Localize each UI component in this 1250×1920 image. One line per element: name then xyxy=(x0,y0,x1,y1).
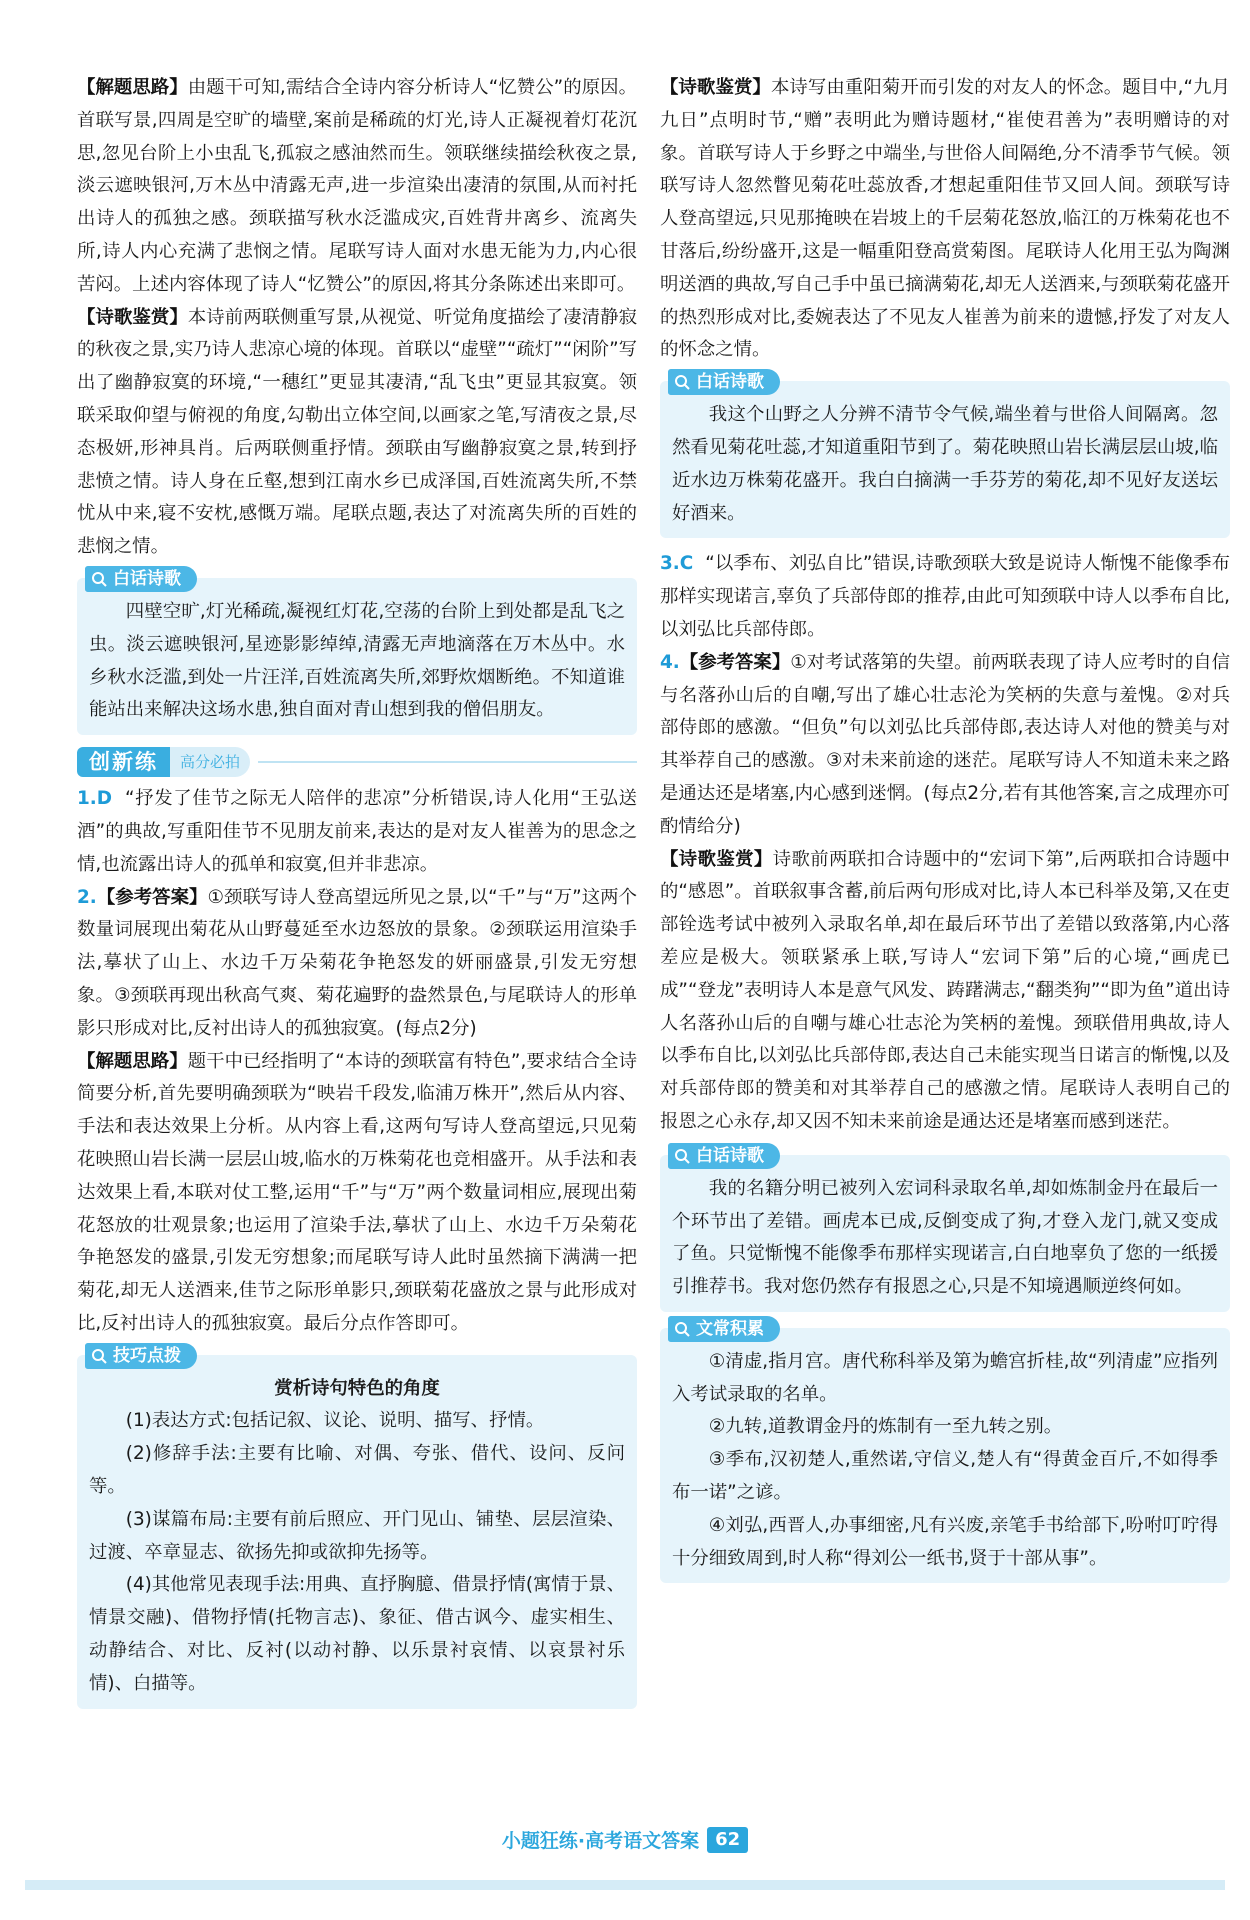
vernacular-poem-box-3 xyxy=(660,1145,1230,1312)
tips-item: (3)谋篇布局:主要有前后照应、开门见山、铺垫、层层渲染、过渡、卒章显志、欲扬先抑或欲抑先扬等。 xyxy=(89,1508,625,1563)
tag-label: 【解题思路】 xyxy=(77,1050,188,1072)
paragraph-text: 本诗前两联侧重写景,从视觉、听觉角度描绘了凄清静寂的秋夜之景,实乃诗人悲凉心境的体现。首联以“虚壁”“疏灯”“闲阶”写出了幽静寂寞的环境,“一穗红”更显其凄清,“乱飞虫”更显其寂寞。领联采取仰望与俯视的角度,勾勒出立体空间,以画家之笔,写清夜之景,尽态极妍,形神具肖。后两联侧重抒情。颈联由写幽静寂寞之景,转到抒悲愤之情。诗人身在丘壑,想到江南水乡已成泽国,百姓流离失所,不禁忧从中来,寝不安枕,感慨万端。尾联点题,表达了对流离失所的百姓的悲悯之情。 xyxy=(77,306,637,558)
box-title: 白话诗歌 xyxy=(696,372,764,393)
tips-heading: 赏析诗句特色的角度 xyxy=(274,1377,440,1399)
search-icon xyxy=(674,374,690,390)
bottom-bar xyxy=(25,1880,1225,1890)
search-icon xyxy=(91,1348,107,1364)
vernacular-poem-box-2 xyxy=(660,372,1230,538)
box-title-badge xyxy=(668,1143,780,1169)
box-title: 文常积累 xyxy=(696,1318,764,1339)
knowledge-item: ④刘弘,西晋人,办事细密,凡有兴废,亲笔手书给部下,吩咐叮咛得十分细致周到,时人称“得刘公一纸书,贤于十部从事”。 xyxy=(672,1514,1218,1569)
question-number: 3. xyxy=(660,553,680,575)
box-title-badge xyxy=(85,1343,197,1369)
box-title: 白话诗歌 xyxy=(696,1145,764,1166)
knowledge-item: ①清虚,指月宫。唐代称科举及第为蟾宫折桂,故“列清虚”应指列入考试录取的名单。 xyxy=(672,1350,1218,1405)
tag-label: 【解题思路】 xyxy=(77,77,188,98)
paragraph-text: 诗歌前两联扣合诗题中的“宏词下第”,后两联扣合诗题中的“感恩”。首联叙事含蓄,前后两句形成对比,诗人本已科举及第,又在吏部铨选考试中被列入录取名单,却在最后环节出了差错以致落第,内心落差应是极大。领联紧承上联,写诗人“宏词下第”后的心境,“画虎已成”“登龙”表明诗人本是意气风发、踌躇满志,“翻类狗”“即为鱼”道出诗人名落孙山后的自嘲与雄心壮志沦为笑柄的羞愧。颈联借用典故,诗人以季布自比,以刘弘比兵部侍郎,表达自己未能实现当日诺言的惭愧,以及对兵部侍郎的赞美和对其举荐自己的感激之情。尾联诗人表明自己的报恩之心永存,却又因不知未来前途是通达还是堵塞而感到迷茫。 xyxy=(660,848,1230,1132)
question-text: ①对考试落第的失望。前两联表现了诗人应考时的自信与名落孙山后的自嘲,写出了雄心壮志沦为笑柄的失意与羞愧。②对兵部侍郎的感激。“但负”句以刘弘比兵部侍郎,表达诗人对他的赞美与对其举荐自己的感激。③对未来前途的迷茫。尾联写诗人不知道未来之路是通达还是堵塞,内心感到迷惘。(每点2分,若有其他答案,言之成理亦可酌情给分) xyxy=(660,651,1230,837)
left-analysis-1 xyxy=(77,72,637,302)
paragraph-text: 本诗写由重阳菊开而引发的对友人的怀念。题目中,“九月九日”点明时节,“赠”表明此为赠诗题材,“崔使君善为”表明赠诗的对象。首联写诗人于乡野之中端坐,与世俗人间隔绝,分不清季节气候。领联写诗人忽然瞥见菊花吐蕊放香,才想起重阳佳节又回人间。颈联写诗人登高望远,只见那掩映在岩坡上的千层菊花怒放,临江的万株菊花也不甘落后,纷纷盛开,这是一幅重阳登高赏菊图。尾联诗人化用王弘为陶渊明送酒的典故,写自己手中虽已摘满菊花,却无人送酒来,与颈联菊花盛开的热烈形成对比,委婉表达了不见友人崔善为前来的遗憾,抒发了对友人的怀念之情。 xyxy=(660,77,1230,361)
box-title-badge xyxy=(668,1316,780,1342)
section-divider xyxy=(258,761,637,763)
footer-brand: 小题狂练·高考语文答案 xyxy=(501,1830,700,1852)
knowledge-item: ③季布,汉初楚人,重然诺,守信义,楚人有“得黄金百斤,不如得季布一诺”之谚。 xyxy=(672,1449,1218,1504)
tips-item: (1)表达方式:包括记叙、议论、说明、描写、抒情。 xyxy=(125,1410,545,1432)
tips-item: (4)其他常见表现手法:用典、直抒胸臆、借景抒情(寓情于景、情景交融)、借物抒情(托物言志)、象征、借古讽今、虚实相生、动静结合、对比、反衬(以动衬静、以乐景衬哀情、以哀景衬乐情)、白描等。 xyxy=(89,1574,625,1694)
tag-label: 【参考答案】 xyxy=(96,886,208,908)
box-title: 白话诗歌 xyxy=(113,568,181,589)
box-text: 我这个山野之人分辨不清节令气候,端坐着与世俗人间隔离。忽然看见菊花吐蕊,才知道重阳节到了。菊花映照山岩长满层层山坡,临近水边万株菊花盛开。我白白摘满一手芬芳的菊花,却不见好友送坛好酒来。 xyxy=(672,404,1218,524)
box-text: 四壁空旷,灯光稀疏,凝视红灯花,空荡的台阶上到处都是乱飞之虫。淡云遮映银河,星迹影影绰绰,清露无声地滴落在万木丛中。水乡秋水泛滥,到处一片汪洋,百姓流离失所,郊野炊烟断绝。不知道谁能站出来解决这场水患,独自面对青山想到我的僧侣朋友。 xyxy=(89,600,625,721)
tag-label: 【诗歌鉴赏】 xyxy=(660,848,773,870)
question-text: “抒发了佳节之际无人陪伴的悲凉”分析错误,诗人化用“王弘送酒”的典故,写重阳佳节不见朋友前来,表达的是对友人崔善为的思念之情,也流露出诗人的孤单和寂寞,但并非悲凉。 xyxy=(77,788,637,875)
left-appreciation xyxy=(77,302,637,564)
question-1 xyxy=(77,783,637,881)
box-title-badge xyxy=(85,566,197,592)
paragraph-text: 由题干可知,需结合全诗内容分析诗人“忆赞公”的原因。首联写景,四周是空旷的墙壁,案前是稀疏的灯光,诗人正凝视着灯花沉思,忽见台阶上小虫乱飞,孤寂之感油然而生。领联继续描绘秋夜之景,淡云遮映银河,万木丛中清露无声,进一步渲染出凄清的氛围,从而衬托出诗人的孤独之感。颈联描写秋水泛滥成灾,百姓背井离乡、流离失所,诗人内心充满了悲悯之情。尾联写诗人面对水患无能为力,内心很苦闷。上述内容体现了诗人“忆赞公”的原因,将其分条陈述出来即可。 xyxy=(77,77,637,295)
box-title: 技巧点拨 xyxy=(113,1345,181,1366)
question-2-analysis xyxy=(77,1046,637,1341)
question-2 xyxy=(77,882,637,1046)
section-subtitle: 高分必拍 xyxy=(170,747,250,777)
tips-box xyxy=(77,1345,637,1709)
section-title: 创新练 xyxy=(77,747,170,777)
search-icon xyxy=(674,1321,690,1337)
search-icon xyxy=(91,571,107,587)
vernacular-poem-box-1 xyxy=(77,568,637,735)
question-number: 1. xyxy=(77,788,97,810)
left-column xyxy=(77,72,637,1719)
question-text: “以季布、刘弘自比”错误,诗歌颈联大致是说诗人惭愧不能像季布那样实现诺言,辜负了兵部侍郎的推荐,由此可知颈联中诗人以季布自比,以刘弘比兵部侍郎。 xyxy=(660,553,1230,640)
tag-label: 【诗歌鉴赏】 xyxy=(660,77,771,98)
question-3 xyxy=(660,548,1230,646)
knowledge-item: ②九转,道教谓金丹的炼制有一至九转之别。 xyxy=(708,1416,1063,1438)
box-text: 我的名籍分明已被列入宏词科录取名单,却如炼制金丹在最后一个环节出了差错。画虎本已成,反倒变成了狗,才登入龙门,就又变成了鱼。只觉惭愧不能像季布那样实现诺言,白白地辜负了您的一纸援引推荐书。我对您仍然存有报恩之心,只是不知境遇顺逆终何如。 xyxy=(672,1177,1218,1298)
tag-label: 【诗歌鉴赏】 xyxy=(77,306,188,328)
search-icon xyxy=(674,1148,690,1164)
right-column xyxy=(660,72,1230,1593)
question-4 xyxy=(660,647,1230,844)
answer-letter: D xyxy=(96,788,113,810)
paragraph-text: 题干中已经指明了“本诗的颈联富有特色”,要求结合全诗简要分析,首先要明确颈联为“映岩千段发,临浦万株开”,然后从内容、手法和表达效果上分析。从内容上看,这两句写诗人登高望远,只见菊花映照山岩长满一层层山坡,临水的万株菊花也竞相盛开。从手法和表达效果上看,本联对仗工整,运用“千”与“万”两个数量词相应,展现出菊花怒放的壮观景象;也运用了渲染手法,摹状了山上、水边千万朵菊花争艳怒发的盛景,引发无穷想象;而尾联写诗人此时虽然摘下满满一把菊花,却无人送酒来,佳节之际形单影只,颈联菊花盛放之景与此形成对比,反衬出诗人的孤独寂寞。最后分点作答即可。 xyxy=(77,1050,637,1334)
literary-knowledge-box xyxy=(660,1318,1230,1584)
tag-label: 【参考答案】 xyxy=(679,651,791,673)
question-number: 4. xyxy=(660,651,680,673)
page-footer xyxy=(0,1826,1250,1853)
page-number: 62 xyxy=(707,1827,748,1853)
section-header-innovation xyxy=(77,747,637,777)
question-number: 2. xyxy=(77,886,97,908)
right-appreciation xyxy=(660,72,1230,367)
question-text: ①颈联写诗人登高望远所见之景,以“千”与“万”这两个数量词展现出菊花从山野蔓延至水边怒放的景象。②颈联运用渲染手法,摹状了山上、水边千万朵菊花争艳怒发的妍丽盛景,引发无穷想象。③颈联再现出秋高气爽、菊花遍野的盎然景色,与尾联诗人的形单影只形成对比,反衬出诗人的孤独寂寞。(每点2分) xyxy=(77,886,637,1039)
question-4-appreciation xyxy=(660,844,1230,1139)
tips-item: (2)修辞手法:主要有比喻、对偶、夸张、借代、设问、反问等。 xyxy=(89,1443,625,1498)
box-title-badge xyxy=(668,369,780,395)
answer-letter: C xyxy=(679,553,694,575)
